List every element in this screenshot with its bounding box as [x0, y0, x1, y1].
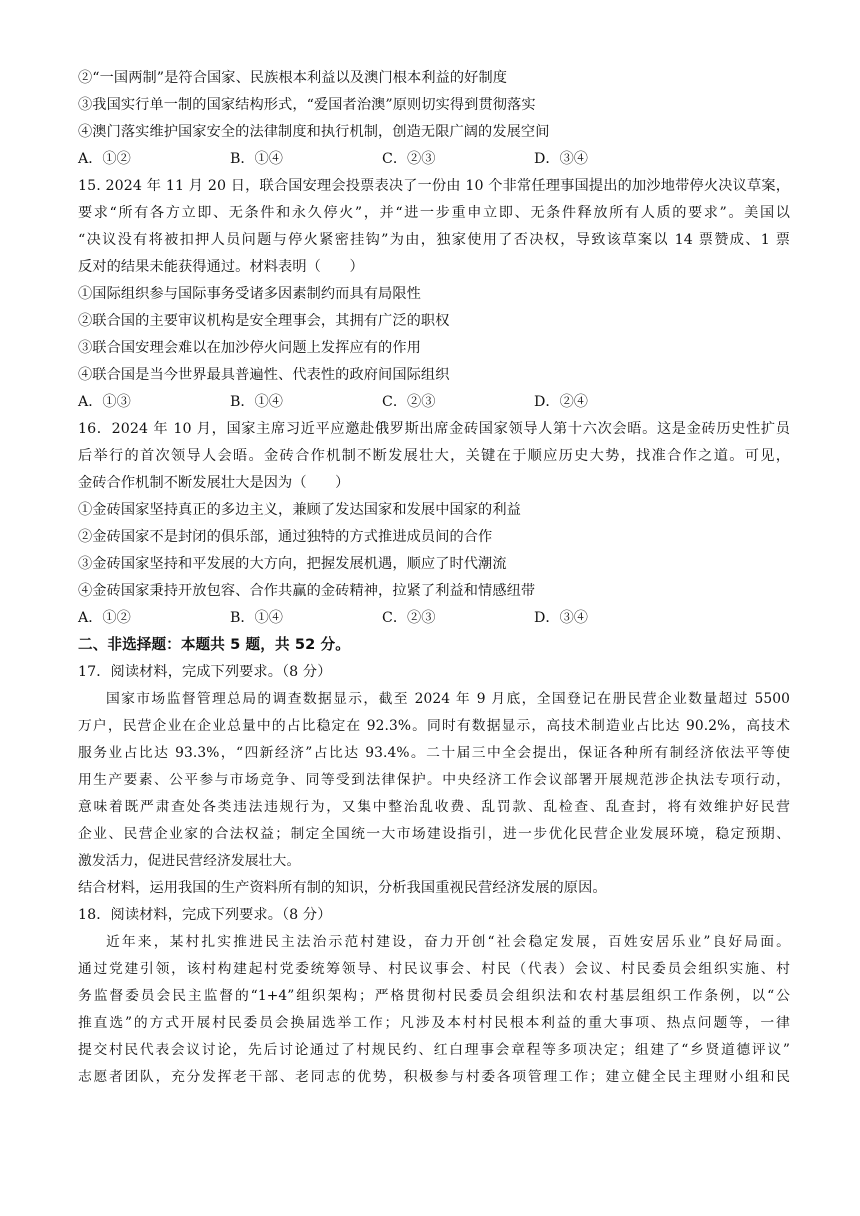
q15-option-d[interactable]: D．②④	[534, 394, 588, 410]
q17-material-line-4: 用生产要素、公平参与市场竞争、同等受到法律保护。中央经济工作会议部署开展规范涉企执法专项行动，	[78, 772, 790, 788]
q14-option-a[interactable]: A．①②	[78, 151, 131, 167]
q17-material-line-3: 服务业占比达 93.3%，“四新经济”占比达 93.4%。二十届三中全会提出，保证各种所有制经济依法平等使	[78, 745, 790, 761]
q15-statement-3: ③联合国安理会难以在加沙停火问题上发挥应有的作用	[78, 340, 421, 356]
q17-material-line-6: 企业、民营企业家的合法权益；制定全国统一大市场建设指引，进一步优化民营企业发展环境，稳定预期、	[78, 826, 790, 842]
q14-option-d[interactable]: D．③④	[534, 151, 588, 167]
q17-question: 结合材料，运用我国的生产资料所有制的知识，分析我国重视民营经济发展的原因。	[78, 880, 607, 896]
q15-statement-2: ②联合国的主要审议机构是安全理事会，其拥有广泛的职权	[78, 313, 450, 329]
q15-stem-line-1: 15. 2024 年 11 月 20 日，联合国安理会投票表决了一份由 10 个非常任理事国提出的加沙地带停火决议草案，	[78, 178, 790, 194]
q16-statement-2: ②金砖国家不是封闭的俱乐部，通过独特的方式推进成员间的合作	[78, 529, 493, 545]
q16-option-b[interactable]: B．①④	[230, 610, 283, 626]
q15-option-b[interactable]: B．①④	[230, 394, 283, 410]
q18-material-line-2: 通过党建引领，该村构建起村党委统筹领导、村民议事会、村民（代表）会议、村民委员会组织实施、村	[78, 961, 790, 977]
q15-stem-line-2: 要求“所有各方立即、无条件和永久停火”，并“进一步重申立即、无条件释放所有人质的要求”。美国以	[78, 205, 790, 221]
q18-material-line-4: 推直选”的方式开展村民委员会换届选举工作；凡涉及本村村民根本利益的重大事项、热点问题等，一律	[78, 1015, 790, 1031]
q17-material-line-1: 国家市场监督管理总局的调查数据显示，截至 2024 年 9 月底，全国登记在册民营企业数量超过 5500	[106, 691, 790, 707]
q15-statement-1: ①国际组织参与国际事务受诸多因素制约而具有局限性	[78, 286, 421, 302]
q16-options	[78, 608, 790, 628]
q15-option-c[interactable]: C．②③	[382, 394, 436, 410]
q14-option-c[interactable]: C．②③	[382, 151, 436, 167]
q17-title: 17．阅读材料，完成下列要求。（8 分）	[78, 664, 332, 680]
q16-option-d[interactable]: D．③④	[534, 610, 588, 626]
q15-stem-line-4: 反对的结果未能获得通过。材料表明（ ）	[78, 259, 364, 275]
q14-statement-2: ②“一国两制”是符合国家、民族根本利益以及澳门根本利益的好制度	[78, 70, 508, 86]
q18-material-line-1: 近年来，某村扎实推进民主法治示范村建设，奋力开创“社会稳定发展，百姓安居乐业”良好局面。	[106, 934, 790, 950]
q17-material-line-5: 意味着既严肃查处各类违法违规行为，又集中整治乱收费、乱罚款、乱检查、乱查封，将有效维护好民营	[78, 799, 790, 815]
q16-stem-line-2: 后举行的首次领导人会晤。金砖合作机制不断发展壮大，关键在于顺应历史大势，找准合作之道。可见，	[78, 448, 790, 464]
q16-stem-line-3: 金砖合作机制不断发展壮大是因为（ ）	[78, 475, 350, 491]
q18-title: 18．阅读材料，完成下列要求。（8 分）	[78, 907, 332, 923]
q18-material-line-6: 志愿者团队，充分发挥老干部、老同志的优势，积极参与村委各项管理工作；建立健全民主理财小组和民	[78, 1069, 790, 1085]
q16-statement-3: ③金砖国家坚持和平发展的大方向，把握发展机遇，顺应了时代潮流	[78, 556, 507, 572]
q14-options	[78, 149, 790, 169]
q15-options	[78, 392, 790, 412]
q15-statement-4: ④联合国是当今世界最具普遍性、代表性的政府间国际组织	[78, 367, 450, 383]
q14-option-b[interactable]: B．①④	[230, 151, 283, 167]
q16-option-a[interactable]: A．①②	[78, 610, 131, 626]
section-heading: 二、非选择题：本题共 5 题，共 52 分。	[78, 636, 350, 653]
q14-statement-3: ③我国实行单一制的国家结构形式，“爱国者治澳”原则切实得到贯彻落实	[78, 97, 536, 113]
q16-statement-4: ④金砖国家秉持开放包容、合作共赢的金砖精神，拉紧了利益和情感纽带	[78, 583, 536, 599]
q14-statement-4: ④澳门落实维护国家安全的法律制度和执行机制，创造无限广阔的发展空间	[78, 124, 550, 140]
q15-option-a[interactable]: A．①③	[78, 394, 131, 410]
q16-option-c[interactable]: C．②③	[382, 610, 436, 626]
q17-material-line-7: 激发活力，促进民营经济发展壮大。	[78, 853, 301, 869]
q18-material-line-5: 提交村民代表会议讨论，先后讨论通过了村规民约、红白理事会章程等多项决定；组建了“乡贤道德评议”	[78, 1042, 790, 1058]
q18-material-line-3: 务监督委员会民主监督的“1+4”组织架构；严格贯彻村民委员会组织法和农村基层组织工作条例，以“公	[78, 988, 790, 1004]
q16-stem-line-1: 16．2024 年 10 月，国家主席习近平应邀赴俄罗斯出席金砖国家领导人第十六次会晤。这是金砖历史性扩员	[78, 421, 790, 437]
q17-material-line-2: 万户，民营企业在企业总量中的占比稳定在 92.3%。同时有数据显示，高技术制造业占比达 90.2%，高技术	[78, 718, 790, 734]
q16-statement-1: ①金砖国家坚持真正的多边主义，兼顾了发达国家和发展中国家的利益	[78, 502, 521, 518]
q15-stem-line-3: “决议没有将被扣押人员问题与停火紧密挂钩”为由，独家使用了否决权，导致该草案以 14 票赞成、1 票	[78, 232, 790, 248]
